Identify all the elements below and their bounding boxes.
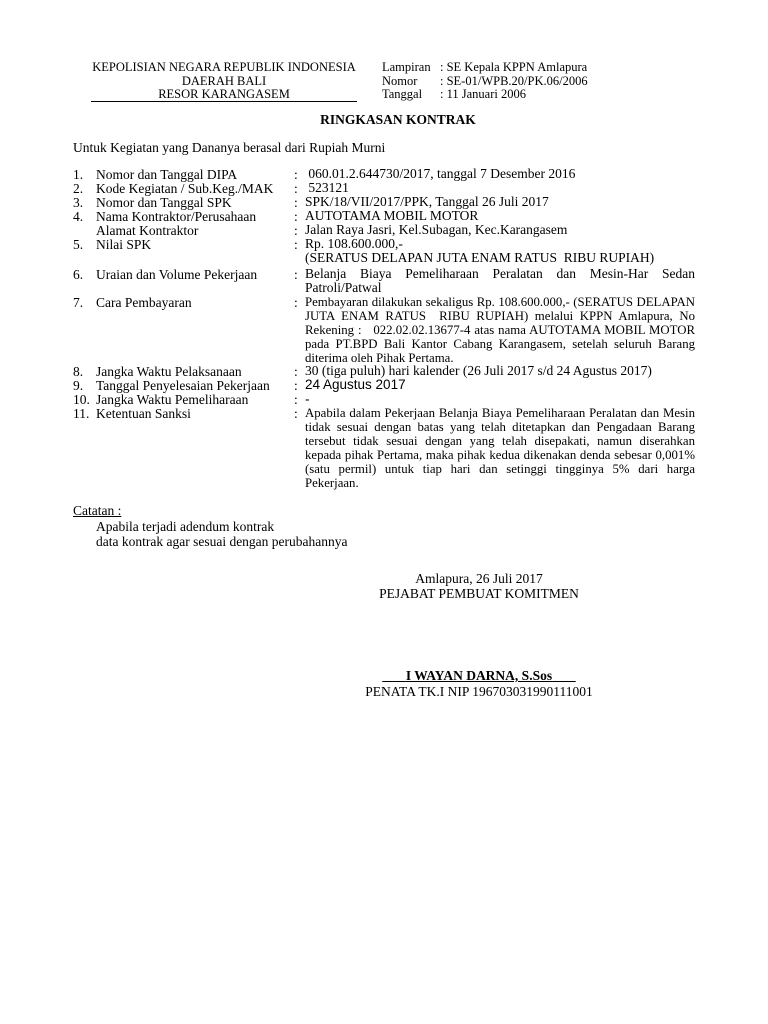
notes-heading: Catatan : (73, 503, 122, 518)
signer-block (356, 668, 602, 699)
item-value: SPK/18/VII/2017/PPK, Tanggal 26 Juli 2017 (305, 194, 549, 209)
item-label: Alamat Kontraktor (96, 223, 199, 238)
document-title: RINGKASAN KONTRAK (320, 112, 476, 127)
header-underline (91, 101, 357, 102)
reference-row (382, 75, 588, 89)
item-number: 4. (73, 209, 84, 224)
reference-value: : 11 Januari 2006 (440, 87, 526, 101)
reference-value: : SE Kepala KPPN Amlapura (440, 60, 588, 74)
signature-block (356, 571, 602, 601)
item-label: Tanggal Penyelesaian Pekerjaan (96, 378, 270, 393)
institution-line: KEPOLISIAN NEGARA REPUBLIK INDONESIA (92, 60, 356, 74)
notes-line: data kontrak agar sesuai dengan perubahannya (96, 534, 348, 549)
item-label: Uraian dan Volume Pekerjaan (96, 267, 258, 282)
item-colon: : (294, 195, 298, 210)
item-number: 3. (73, 195, 84, 210)
item-label: Jangka Waktu Pelaksanaan (96, 364, 242, 379)
item-number: 9. (73, 378, 84, 393)
signer-name (356, 668, 602, 684)
signer-name-text: I WAYAN DARNA, S.Sos (405, 668, 553, 683)
item-colon: : (294, 267, 298, 282)
header-reference (382, 61, 588, 102)
spk-amount: Rp. 108.600.000,- (305, 236, 403, 251)
signature-role: PEJABAT PEMBUAT KOMITMEN (379, 586, 579, 601)
item-value: 060.01.2.644730/2017, tanggal 7 Desember 2016 (305, 166, 576, 181)
item-number: 10. (73, 392, 90, 407)
header-institution (88, 61, 360, 102)
notes-line: Apabila terjadi adendum kontrak (96, 518, 275, 534)
item-number: 6. (73, 267, 84, 282)
item-value (305, 237, 695, 265)
item-label: Nomor dan Tanggal DIPA (96, 167, 238, 182)
spk-amount-words: (SERATUS DELAPAN JUTA ENAM RATUS RIBU RUPIAH) (305, 250, 655, 266)
item-value: 30 (tiga puluh) hari kalender (26 Juli 2017 s/d 24 Agustus 2017) (305, 363, 652, 378)
reference-key: Lampiran (382, 60, 431, 74)
item-value: AUTOTAMA MOBIL MOTOR (305, 208, 479, 223)
item-label: Ketentuan Sanksi (96, 406, 191, 421)
item-label: Nama Kontraktor/Perusahaan (96, 209, 257, 224)
item-label: Kode Kegiatan / Sub.Keg./MAK (96, 181, 274, 196)
reference-value: : SE-01/WPB.20/PK.06/2006 (440, 73, 588, 88)
item-colon: : (294, 295, 298, 310)
item-value: - (305, 391, 310, 406)
institution-line: DAERAH BALI (181, 73, 267, 88)
reference-row (382, 88, 588, 102)
item-label: Nilai SPK (96, 237, 152, 252)
item-number: 2. (73, 181, 84, 196)
item-number: 5. (73, 237, 84, 252)
funding-intro: Untuk Kegiatan yang Dananya berasal dari Rupiah Murni (73, 140, 386, 155)
item-colon: : (294, 406, 298, 421)
signature-place-date: Amlapura, 26 Juli 2017 (415, 571, 543, 586)
item-number: 8. (73, 364, 84, 379)
item-colon: : (294, 167, 298, 182)
item-value: 24 Agustus 2017 (305, 377, 406, 392)
item-colon: : (294, 209, 298, 224)
item-label: Cara Pembayaran (96, 295, 192, 310)
item-number: 11. (73, 406, 90, 421)
item-colon: : (294, 392, 298, 407)
institution-line: RESOR KARANGASEM (158, 87, 290, 101)
reference-row (382, 61, 588, 75)
item-colon: : (294, 181, 298, 196)
item-label: Jangka Waktu Pemeliharaan (96, 392, 249, 407)
item-value: 523121 (305, 180, 349, 195)
item-number: 1. (73, 167, 84, 182)
item-value: Pembayaran dilakukan sekaligus Rp. 108.600.000,- (SERATUS DELAPAN JUTA ENAM RATUS RIBU RUPIAH) melalui KPPN Amlapura, No Rekening : 022.02.02.13677-4 atas nama AUTOTAMA MOBIL MOTOR pada PT.BPD Bali Kantor Cabang Karangasem, setelah seluruh Barang diterima oleh Pihak Pertama. (305, 295, 699, 365)
item-colon: : (294, 237, 298, 252)
item-colon: : (294, 364, 298, 379)
notes-section (73, 503, 348, 550)
item-value: Jalan Raya Jasri, Kel.Subagan, Kec.Karangasem (305, 222, 568, 237)
item-colon: : (294, 378, 298, 393)
item-number: 7. (73, 295, 84, 310)
item-label: Nomor dan Tanggal SPK (96, 195, 232, 210)
item-value: Apabila dalam Pekerjaan Belanja Biaya Pemeliharaan Peralatan dan Mesin tidak sesuai dengan batas yang telah ditetapkan dan Pengadaan Barang tersebut tidak sesuai dengan yang telah disepakati, namun diserahkan kepada pihak Pertama, maka pihak kedua dikenakan denda sebesar 0,001% (satu permil) untuk tiap hari dan setinggi tingginya 5% dari harga Pekerjaan. (305, 406, 695, 490)
reference-key: Nomor (382, 73, 418, 88)
item-value: Belanja Biaya Pemeliharaan Peralatan dan Mesin-Har Sedan Patroli/Patwal (305, 266, 695, 296)
item-colon: : (294, 223, 298, 238)
reference-key: Tanggal (382, 87, 423, 101)
signer-rank-nip: PENATA TK.I NIP 196703031990111001 (365, 683, 593, 699)
